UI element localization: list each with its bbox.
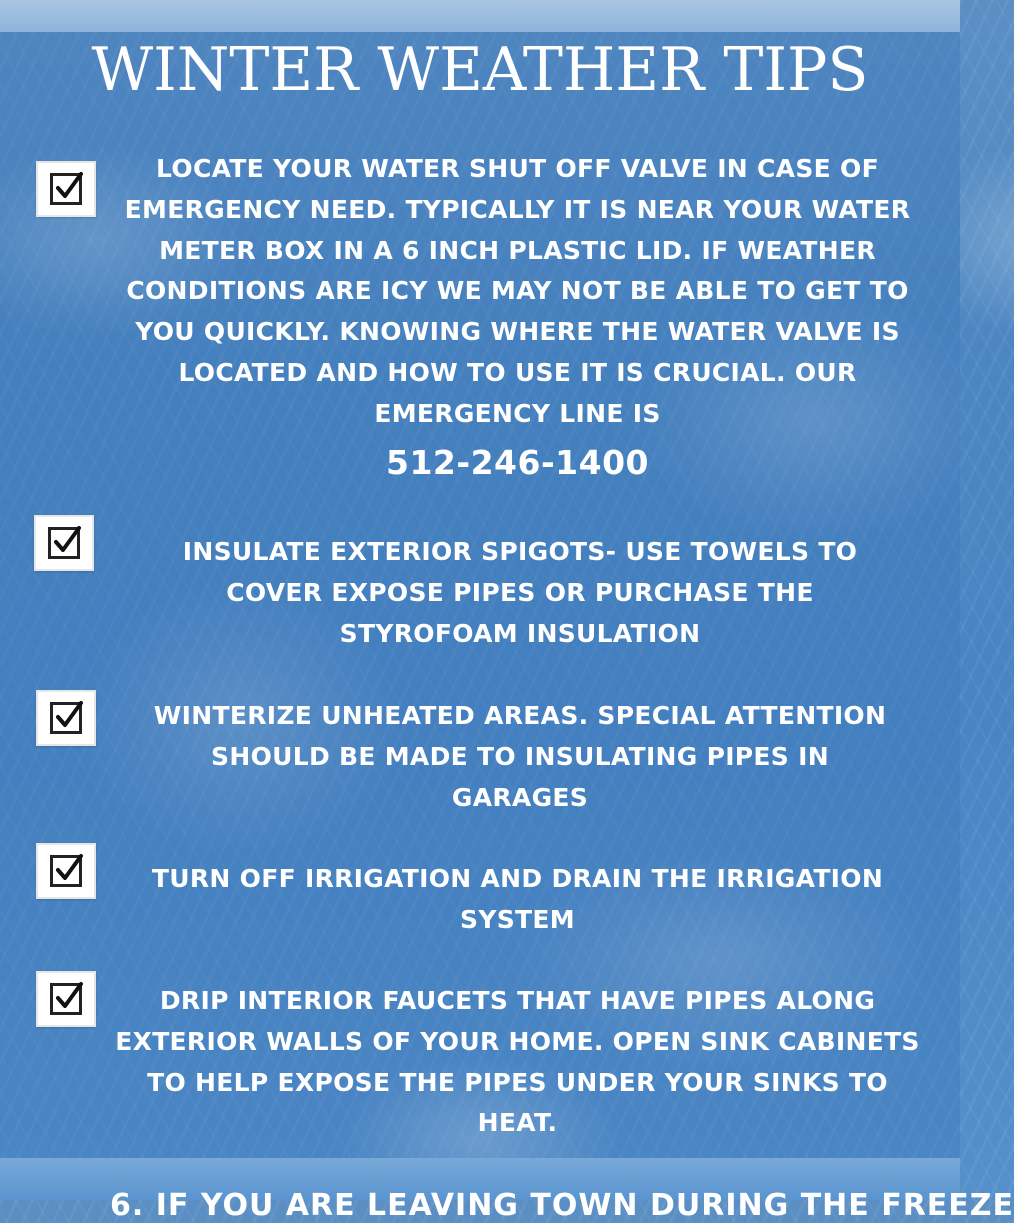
- tip-text: LOCATE YOUR WATER SHUT OFF VALVE IN CASE OF EMERGENCY NEED. TYPICALLY IT IS NEAR YOUR WATER METER BOX IN A 6 INCH PLASTIC LID. IF WEATHER CONDITIONS ARE ICY WE MAY NOT BE ABLE TO GET TO YOU QUICKLY. KNOWING WHERE THE WATER VALVE IS LOCATED AND HOW TO USE IT IS CRUCIAL. OUR EMERGENCY LINE IS: [124, 154, 911, 428]
- top-frost-strip: [0, 0, 960, 32]
- tip-text: DRIP INTERIOR FAUCETS THAT HAVE PIPES ALONG EXTERIOR WALLS OF YOUR HOME. OPEN SINK CABINETS TO HELP EXPOSE THE PIPES UNDER YOUR SINKS TO HEAT.: [115, 986, 920, 1138]
- bottom-frost-strip: [0, 1158, 1014, 1223]
- tip-item-5: [115, 981, 920, 1144]
- tip-item-3: [140, 696, 900, 818]
- checked-checkbox-icon: [36, 690, 96, 746]
- next-tip-partial-text: 6. IF YOU ARE LEAVING TOWN DURING THE FREEZE: [110, 1188, 1014, 1223]
- tip-item-1: [110, 149, 925, 491]
- page-title: WINTER WEATHER TIPS: [91, 35, 869, 105]
- checked-checkbox-icon: [36, 971, 96, 1027]
- checked-checkbox-icon: [34, 515, 94, 571]
- tip-text: TURN OFF IRRIGATION AND DRAIN THE IRRIGATION SYSTEM: [151, 864, 884, 934]
- checked-checkbox-icon: [36, 161, 96, 217]
- tip-text: WINTERIZE UNHEATED AREAS. SPECIAL ATTENTION SHOULD BE MADE TO INSULATING PIPES IN GARAGES: [153, 701, 887, 812]
- emergency-phone-number: 512-246-1400: [385, 442, 649, 482]
- tip-item-2: [140, 532, 900, 654]
- checked-checkbox-icon: [36, 843, 96, 899]
- tip-item-4: [110, 859, 925, 941]
- tip-text: INSULATE EXTERIOR SPIGOTS- USE TOWELS TO COVER EXPOSE PIPES OR PURCHASE THE STYROFOAM INSULATION: [182, 537, 858, 648]
